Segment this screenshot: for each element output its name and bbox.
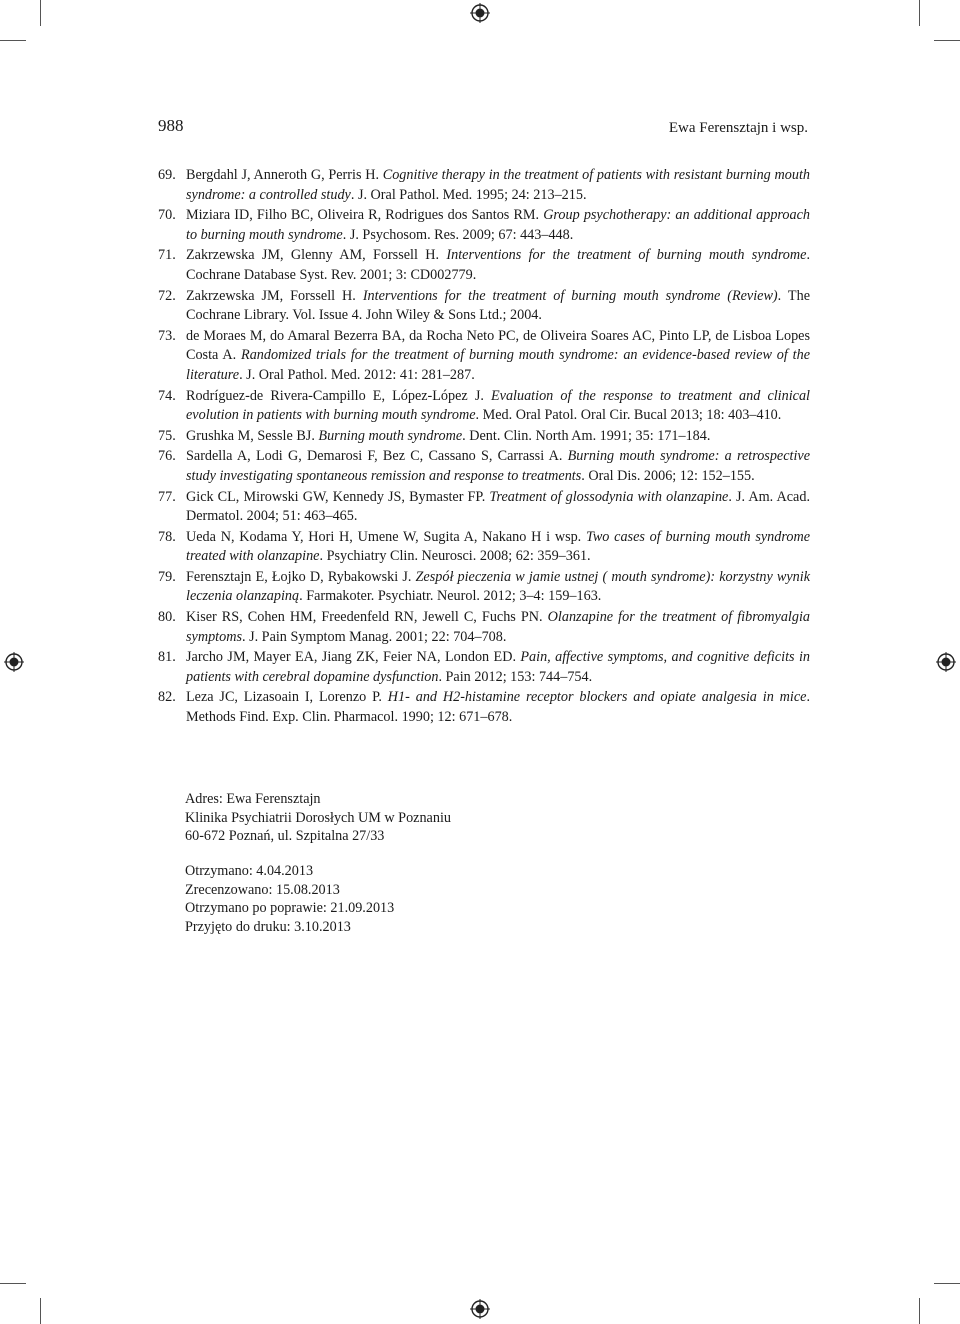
reference-number: 79. (158, 568, 176, 585)
reference-title: Interventions for the treatment of burning mouth syndrome (Review) (362, 287, 778, 304)
reference-authors: Bergdahl J, Anneroth G, Perris H. (186, 167, 383, 183)
reference-number: 73. (158, 327, 176, 344)
reference-source: . J. Am. Acad. Dermatol. 2004; 51: 463–465. (186, 488, 810, 525)
reference-number: 77. (158, 488, 176, 505)
reference-authors: Gick CL, Mirowski GW, Kennedy JS, Bymaster FP. (186, 488, 490, 505)
reference-authors: de Moraes M, do Amaral Bezerra BA, da Rocha Neto PC, de Oliveira Soares AC, Pinto LP, de Lisboa Lopes Costa A. (186, 327, 810, 364)
reference-authors: Ueda N, Kodama Y, Hori H, Umene W, Sugita A, Nakano H i wsp. (186, 528, 586, 545)
reference-source: . Dent. Clin. North Am. 1991; 35: 171–184. (462, 427, 711, 444)
reference-number: 75. (158, 427, 176, 444)
reference-source: . Med. Oral Patol. Oral Cir. Bucal 2013; 18: 403–410. (475, 407, 782, 424)
reference-item (158, 568, 810, 607)
reference-item (158, 528, 810, 567)
crop-mark (934, 1283, 960, 1284)
crosshair-registration-icon (470, 1299, 490, 1319)
reference-number: 82. (158, 689, 176, 706)
reference-title: Pain, affective symptoms, and cognitive deficits in patients with cerebral dopamine dysfunction (186, 649, 810, 685)
reference-title: Zespół pieczenia w jamie ustnej ( mouth syndrome): korzystny wynik leczenia olanzapiną (186, 568, 810, 605)
reference-item (158, 447, 810, 486)
reference-item (158, 608, 810, 647)
reference-source: . Cochrane Database Syst. Rev. 2001; 3: CD002779. (186, 247, 810, 283)
reference-number: 72. (158, 287, 176, 304)
reference-authors: Ferensztajn E, Łojko D, Rybakowski J. (186, 568, 416, 585)
reference-title: Burning mouth syndrome (318, 427, 463, 444)
reference-title: H1- and H2-histamine receptor blockers and opiate analgesia in mice (387, 689, 807, 706)
reference-authors: Jarcho JM, Mayer EA, Jiang ZK, Feier NA, London ED. (186, 649, 521, 666)
date-revised: Otrzymano po poprawie: 21.09.2013 (185, 900, 395, 917)
reference-item (158, 287, 810, 326)
reference-authors: Zakrzewska JM, Forssell H. (186, 287, 363, 304)
reference-item (158, 166, 810, 205)
running-head: Ewa Ferensztajn i wsp. (668, 120, 808, 136)
reference-number: 80. (158, 609, 176, 626)
date-received: Otrzymano: 4.04.2013 (185, 863, 314, 879)
reference-item (158, 488, 810, 527)
reference-number: 76. (158, 448, 176, 465)
reference-authors: Grushka M, Sessle BJ. (186, 427, 319, 444)
reference-item (158, 648, 810, 687)
reference-authors: Rodríguez-de Rivera-Campillo E, López-López J. (186, 387, 491, 404)
crop-mark (0, 1283, 26, 1284)
date-reviewed: Zrecenzowano: 15.08.2013 (185, 881, 340, 898)
reference-source: . J. Psychosom. Res. 2009; 67: 443–448. (342, 226, 574, 243)
reference-number: 74. (158, 387, 176, 404)
reference-item (158, 427, 810, 447)
reference-title: Evaluation of the response to treatment and clinical evolution in patients with burning mouth syndrome (186, 387, 810, 424)
crop-mark (934, 40, 960, 41)
reference-item (158, 387, 810, 426)
page-header (158, 116, 808, 142)
reference-list (158, 166, 810, 729)
reference-source: . The Cochrane Library. Vol. Issue 4. John Wiley & Sons Ltd.; 2004. (186, 287, 810, 324)
reference-title: Cognitive therapy in the treatment of patients with resistant burning mouth syndrome: a controlled study (186, 167, 810, 203)
reference-item (158, 327, 810, 386)
reference-title: Two cases of burning mouth syndrome treated with olanzapine (186, 528, 810, 565)
crosshair-registration-icon (470, 3, 490, 23)
reference-authors: Sardella A, Lodi G, Demarosi F, Bez C, Cassano S, Carrassi A. (186, 448, 568, 465)
reference-number: 78. (158, 528, 176, 545)
reference-item (158, 206, 810, 245)
crosshair-registration-icon (4, 652, 24, 672)
crosshair-registration-icon (936, 652, 956, 672)
page-number: 988 (158, 116, 184, 135)
reference-title: Olanzapine for the treatment of fibromyalgia symptoms (186, 609, 811, 645)
reference-source: . Pain 2012; 153: 744–754. (438, 668, 593, 685)
correspondence-address (185, 790, 451, 846)
address-line: Adres: Ewa Ferensztajn (185, 791, 321, 807)
reference-source: . Psychiatry Clin. Neurosci. 2008; 62: 359–361. (319, 548, 591, 565)
crop-mark (40, 1298, 41, 1324)
reference-title: Treatment of glossodynia with olanzapine (489, 488, 729, 505)
reference-title: Randomized trials for the treatment of burning mouth syndrome: an evidence-based review of the literature (186, 347, 811, 383)
reference-source: . Farmakoter. Psychiatr. Neurol. 2012; 3–4: 159–163. (299, 588, 602, 605)
reference-authors: Leza JC, Lizasoain I, Lorenzo P. (186, 689, 388, 706)
reference-authors: Zakrzewska JM, Glenny AM, Forssell H. (186, 247, 447, 264)
reference-source: . Methods Find. Exp. Clin. Pharmacol. 1990; 12: 671–678. (186, 689, 810, 726)
editorial-dates (185, 862, 394, 936)
crop-mark (40, 0, 41, 26)
reference-title: Interventions for the treatment of burning mouth syndrome (446, 247, 807, 264)
crop-mark (0, 40, 26, 41)
date-accepted: Przyjęto do druku: 3.10.2013 (185, 918, 351, 935)
address-line: Klinika Psychiatrii Dorosłych UM w Poznaniu (185, 809, 451, 826)
reference-source: . J. Oral Pathol. Med. 2012: 41: 281–287. (239, 366, 475, 383)
reference-number: 81. (158, 649, 176, 666)
address-line: 60-672 Poznań, ul. Szpitalna 27/33 (185, 828, 385, 845)
reference-source: . J. Pain Symptom Manag. 2001; 22: 704–708. (241, 628, 507, 645)
reference-source: . J. Oral Pathol. Med. 1995; 24: 213–215. (350, 186, 587, 203)
reference-number: 70. (158, 207, 176, 224)
reference-item (158, 688, 810, 727)
reference-item (158, 246, 810, 285)
reference-authors: Kiser RS, Cohen HM, Freedenfeld RN, Jewell C, Fuchs PN. (186, 609, 548, 626)
reference-source: . Oral Dis. 2006; 12: 152–155. (581, 467, 755, 484)
crop-mark (919, 1298, 920, 1324)
reference-title: Burning mouth syndrome: a retrospective study investigating spontaneous remission and response to treatments (186, 448, 810, 484)
reference-title: Group psychotherapy: an additional approach to burning mouth syndrome (186, 207, 810, 243)
crop-mark (919, 0, 920, 26)
reference-number: 71. (158, 247, 176, 264)
reference-authors: Miziara ID, Filho BC, Oliveira R, Rodrigues dos Santos RM. (186, 207, 544, 224)
reference-number: 69. (158, 167, 176, 183)
